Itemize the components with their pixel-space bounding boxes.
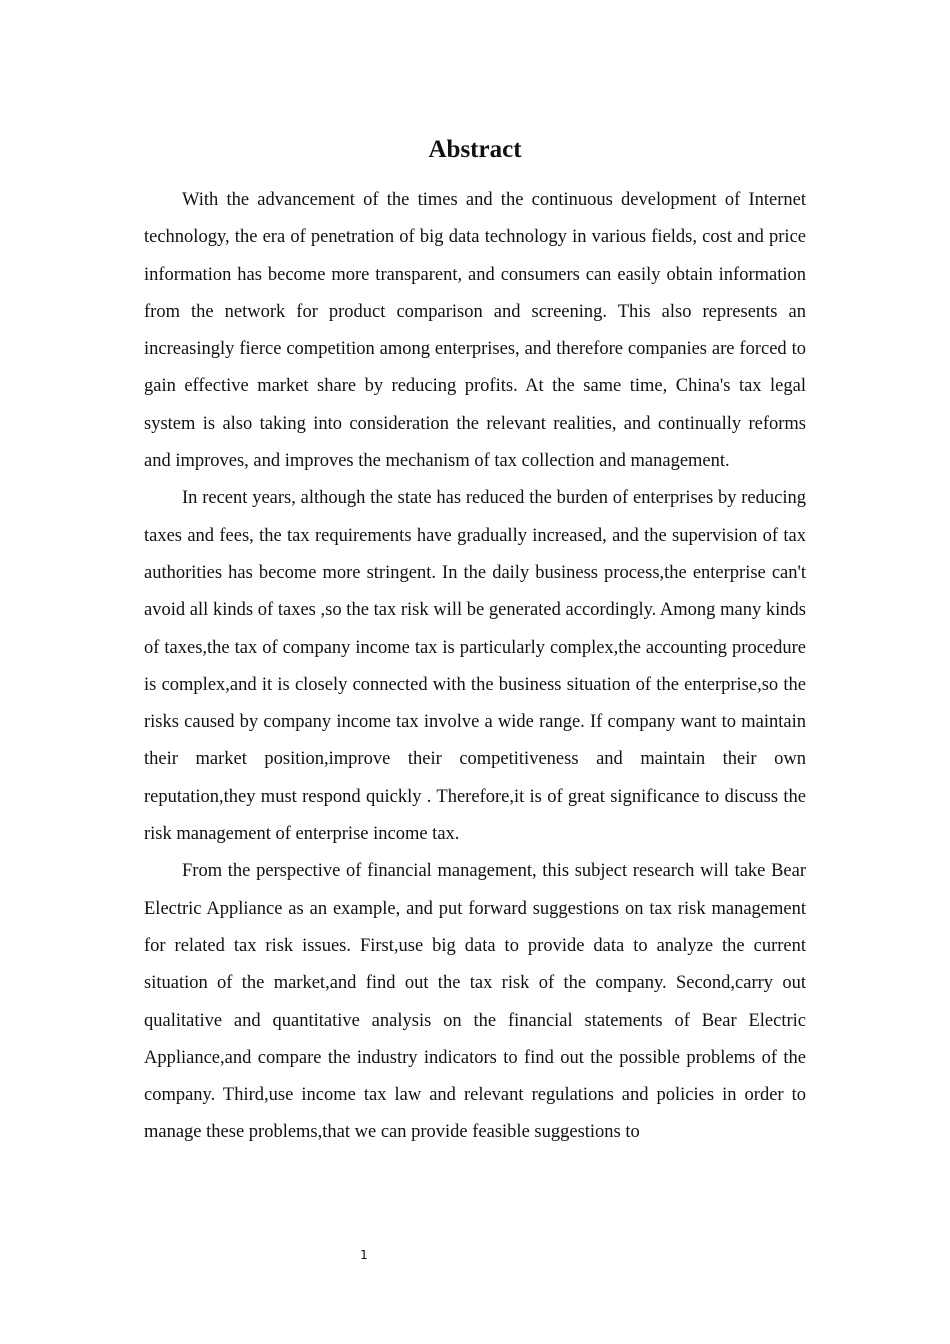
paragraph: With the advancement of the times and the continuous development of Internet technology, the era of penetration of big data technology in various fields, cost and price information has become more transparent, and consumers can easily obtain information from the network for product comparison and screening. This also represents an increasingly fierce competition among enterprises, and therefore companies are forced to gain effective market share by reducing profits. At the same time, China's tax legal system is also taking into consideration the relevant realities, and continually reforms and improves, and improves the mechanism of tax collection and management.	[144, 190, 806, 472]
abstract-body	[144, 182, 806, 1152]
paragraph: From the perspective of financial management, this subject research will take Bear Electric Appliance as an example, and put forward suggestions on tax risk management for related tax risk issues. First,use big data to provide data to analyze the current situation of the market,and find out the tax risk of the company. Second,carry out qualitative and quantitative analysis on the financial statements of Bear Electric Appliance,and compare the industry indicators to find out the possible problems of the company. Third,use income tax law and relevant regulations and policies in order to manage these problems,that we can provide feasible suggestions to	[144, 861, 806, 1143]
page-number: 1	[360, 1248, 368, 1262]
paragraph: In recent years, although the state has reduced the burden of enterprises by reducing taxes and fees, the tax requirements have gradually increased, and the supervision of tax authorities has become more stringent. In the daily business process,the enterprise can't avoid all kinds of taxes ,so the tax risk will be generated accordingly. Among many kinds of taxes,the tax of company income tax is particularly complex,the accounting procedure is complex,and it is closely connected with the business situation of the enterprise,so the risks caused by company income tax involve a wide range. If company want to maintain their market position,improve their competitiveness and maintain their own reputation,they must respond quickly . Therefore,it is of great significance to discuss the risk management of enterprise income tax.	[144, 488, 806, 845]
page-title: Abstract	[428, 136, 522, 163]
